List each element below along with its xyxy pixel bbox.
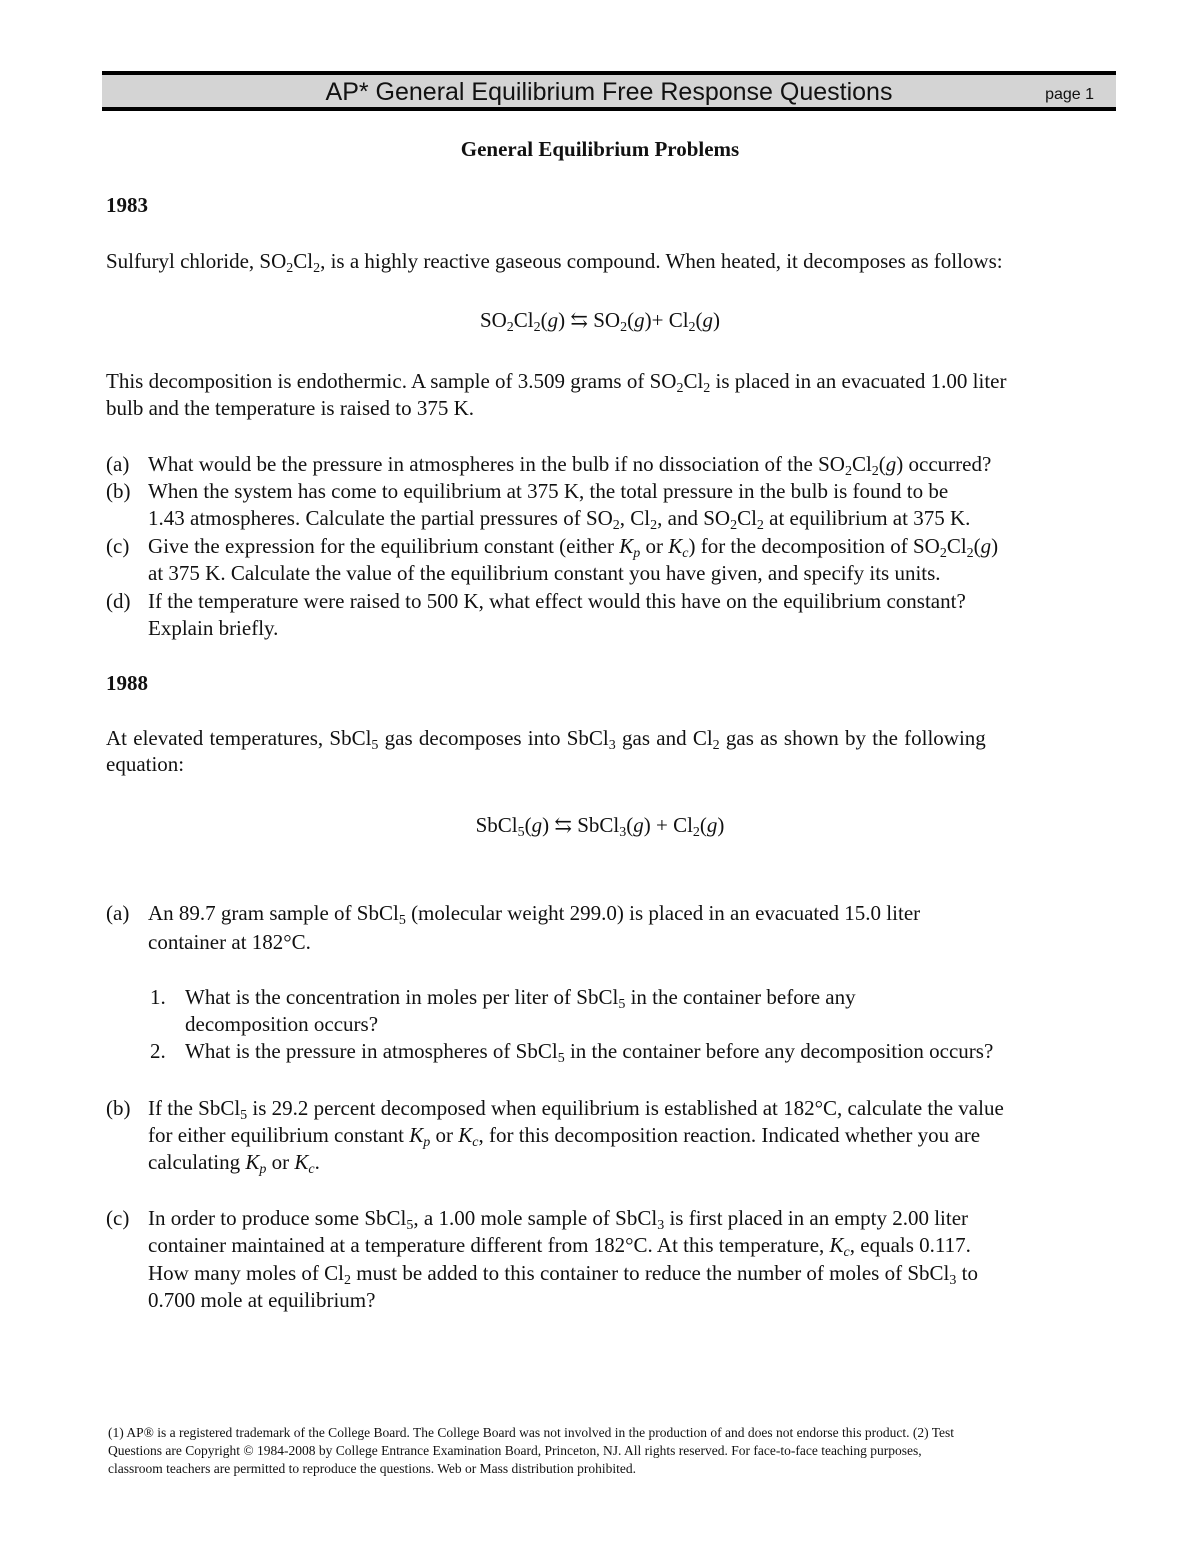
q1988-part-b-line1: If the SbCl$_5$ is 29.2 percent decomposed when equilibrium is established at 182°C, calculate the value bbox=[148, 1096, 1004, 1123]
q1988-equation: SbCl$_5$(g) ⇆ SbCl$_3$(g) + $Cl_2(g)$ bbox=[475, 813, 725, 840]
q1988-intro-line1: At elevated temperatures, SbCl$_5$ gas decomposes into SbCl$_3$ gas and $Cl_2$ gas as shown by the following bbox=[106, 726, 986, 753]
q1983-part-d-line2: Explain briefly. bbox=[148, 616, 279, 640]
q1983-part-c-line2: at 375 K. Calculate the value of the equilibrium constant you have given, and specify its units. bbox=[148, 561, 941, 585]
q1988-intro-line2: equation: bbox=[106, 752, 185, 776]
q1988-item-2-number: 2. bbox=[150, 1039, 166, 1063]
q1988-part-a-line2: container at 182°C. bbox=[148, 930, 311, 954]
q1983-part-b-line2: 1.43 atmospheres. Calculate the partial pressures of $SO_2$, $Cl_2$, and $SO_2Cl_2$ at equilibrium at 375 K. bbox=[148, 506, 971, 533]
q1983-part-a: What would be the pressure in atmospheres in the bulb if no dissociation of the $SO_2Cl_2(g)$ occurred? bbox=[148, 452, 992, 479]
q1988-part-c-line1: In order to produce some SbCl$_5$, a 1.00 mole sample of SbCl$_3$ is first placed in an empty 2.00 liter bbox=[148, 1206, 969, 1233]
q1983-part-a-label: (a) bbox=[106, 452, 130, 476]
section-year-1983: 1983 bbox=[106, 193, 148, 217]
q1983-part-d-label: (d) bbox=[106, 589, 131, 613]
q1983-description-line1: This decomposition is endothermic. A sample of 3.509 grams of $SO_2Cl_2$ is placed in an evacuated 1.00 liter bbox=[106, 369, 1007, 396]
q1983-description-line2: bulb and the temperature is raised to 375 K. bbox=[106, 396, 474, 420]
q1988-part-b-line2: for either equilibrium constant $K_p$ or $K_c$, for this decomposition reaction. Indicated whether you are bbox=[148, 1123, 981, 1150]
section-year-1988: 1988 bbox=[106, 671, 148, 695]
q1983-part-d-line1: If the temperature were raised to 500 K, what effect would this have on the equilibrium constant? bbox=[148, 589, 966, 613]
q1988-part-c-label: (c) bbox=[106, 1206, 130, 1230]
footer-line-2: Questions are Copyright © 1984-2008 by College Entrance Examination Board, Princeton, NJ. All rights reserved. For face-to-face teaching purposes, bbox=[108, 1443, 922, 1458]
copyright-footer bbox=[108, 1424, 1108, 1478]
equilibrium-arrow-icon: ⇆ bbox=[570, 308, 588, 332]
q1988-part-b-line3: calculating $K_p$ or $K_c$. bbox=[148, 1150, 320, 1177]
q1983-part-c-line1: Give the expression for the equilibrium constant (either $K_p$ or $K_c$) for the decomposition of $SO_2Cl_2(g)$ bbox=[148, 534, 999, 561]
q1988-item-2: What is the pressure in atmospheres of SbCl$_5$ in the container before any decomposition occurs? bbox=[185, 1039, 994, 1066]
header-title: AP* General Equilibrium Free Response Questions bbox=[325, 78, 893, 106]
q1988-item-1-line1: What is the concentration in moles per liter of SbCl$_5$ in the container before any bbox=[185, 985, 856, 1012]
q1988-part-a-line1: An 89.7 gram sample of SbCl$_5$ (molecular weight 299.0) is placed in an evacuated 15.0 liter bbox=[148, 901, 921, 928]
q1988-part-c-line4: 0.700 mole at equilibrium? bbox=[148, 1288, 376, 1312]
header-band bbox=[102, 71, 1116, 111]
q1988-part-c-line2: container maintained at a temperature different from 182°C. At this temperature, $K_c$, equals 0.117. bbox=[148, 1233, 971, 1260]
header-page-number: page 1 bbox=[1045, 86, 1094, 103]
q1988-part-c-line3: How many moles of $Cl_2$ must be added to this container to reduce the number of moles of SbCl$_3$ to bbox=[148, 1261, 978, 1288]
q1988-item-1-number: 1. bbox=[150, 985, 166, 1009]
q1983-part-b-label: (b) bbox=[106, 479, 131, 503]
document-title: General Equilibrium Problems bbox=[460, 137, 740, 161]
equilibrium-arrow-icon: ⇆ bbox=[554, 813, 572, 837]
q1988-item-1-line2: decomposition occurs? bbox=[185, 1012, 379, 1036]
q1988-part-a-label: (a) bbox=[106, 901, 130, 925]
q1988-part-b-label: (b) bbox=[106, 1096, 131, 1120]
q1983-part-c-label: (c) bbox=[106, 534, 130, 558]
footer-line-3: classroom teachers are permitted to reproduce the questions. Web or Mass distribution prohibited. bbox=[108, 1461, 637, 1476]
q1983-part-b-line1: When the system has come to equilibrium at 375 K, the total pressure in the bulb is found to be bbox=[148, 479, 949, 503]
q1983-equation: $SO_2Cl_2(g)$ ⇆ $SO_2(g)+ Cl_2(g)$ bbox=[479, 308, 721, 335]
footer-line-1: (1) AP® is a registered trademark of the College Board. The College Board was not involved in the production of and does not endorse this product. (2) Test bbox=[108, 1425, 954, 1440]
q1983-intro: Sulfuryl chloride, $SO_2Cl_2$, is a highly reactive gaseous compound. When heated, it decomposes as follows: bbox=[106, 249, 1003, 276]
